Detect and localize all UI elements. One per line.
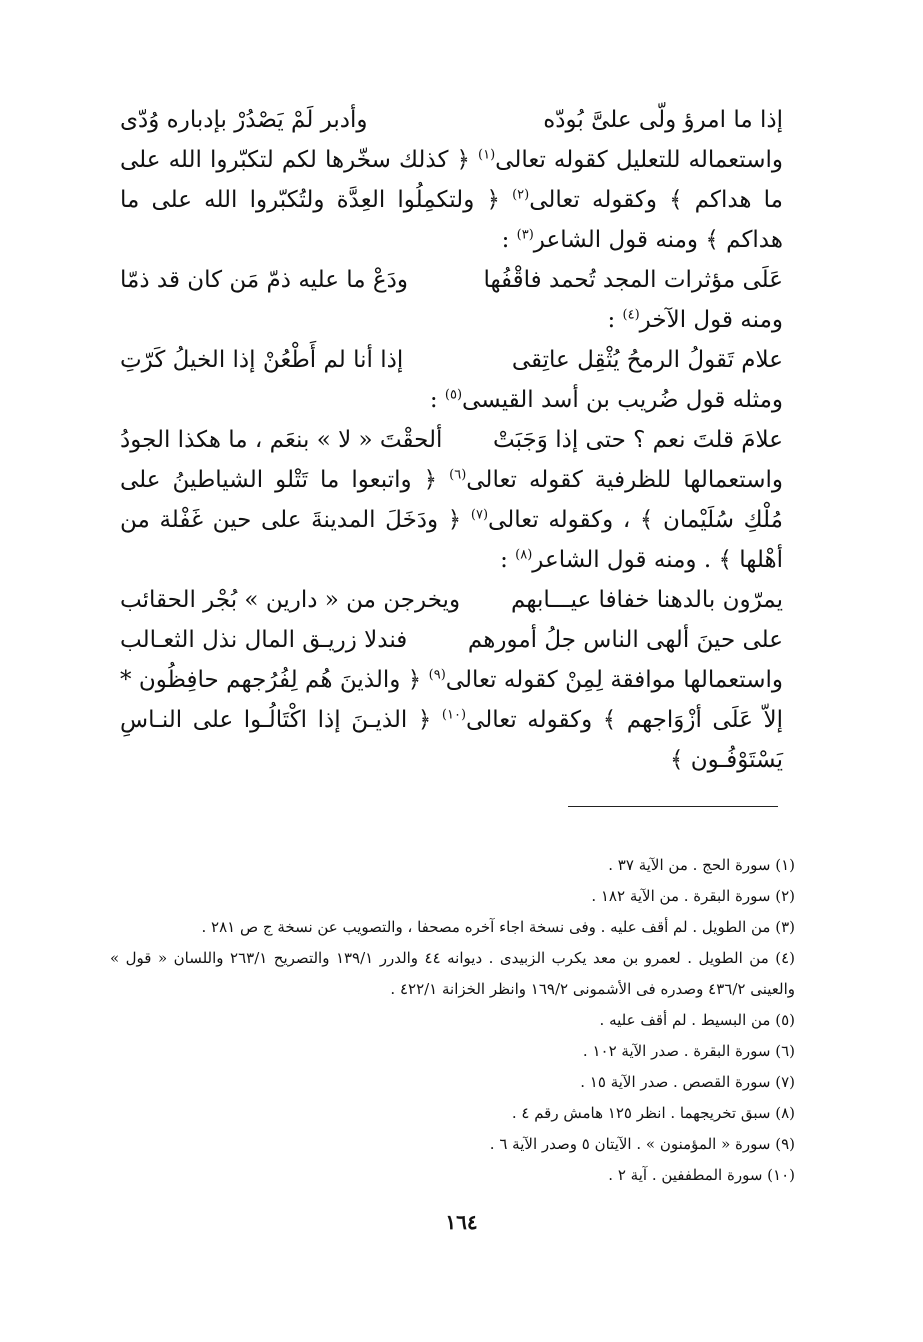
verse-second-hemistich: فندلا زريـق المال نذل الثعـالب xyxy=(120,627,408,653)
footnote: (٨) سبق تخريجهما . انظر ١٢٥ هامش رقم ٤ . xyxy=(511,1104,795,1122)
footnote-ref: (٥) xyxy=(444,387,463,403)
footnote-ref: (٨) xyxy=(515,547,533,563)
footnote: (١٠) سورة المطففين . آية ٢ . xyxy=(608,1166,795,1184)
footnote-separator xyxy=(568,806,778,807)
verse-first-hemistich: علام تَقولُ الرمحُ يُثْقِل عاتِقى xyxy=(511,347,783,373)
body-paragraph: واستعماله للتعليل كقوله تعالى$^{(١)}$ ﴿ كذلك سخّرها لكم لتكبّروا الله على ما هداكم ﴾ وكقوله تعالى$^{(٢)}$ ﴿ ولتكمِلُوا العِدَّة ولتُكبّروا الله على ما هداكم ﴾ ومنه قول الشاعر$^{(٣)}$ : xyxy=(120,147,783,253)
footnote: (٣) من الطويل . لم أقف عليه . وفى نسخة اجاء آخره مصحفا ، والتصويب عن نسخة ج ص ٢٨١ . xyxy=(201,918,795,936)
footnote: (٦) سورة البقرة . صدر الآية ١٠٢ . xyxy=(582,1042,795,1060)
main-text xyxy=(120,100,783,780)
footnote-ref: (٩) xyxy=(428,667,446,683)
body-paragraph: واستعمالها موافقة لِمِنْ كقوله تعالى$^{(٩)}$ ﴿ والذينَ هُم لِفُرُجهم حافِظُون * إلاّ عَلَى أزْوَاجهم ﴾ وكقوله تعالى$^{(١٠)}$ ﴿ الذيـنَ إذا اكْتَالُـوا على النـاسِ يَسْتَوْفُـون ﴾ xyxy=(120,667,783,773)
body-paragraph: واستعمالها للظرفية كقوله تعالى$^{(٦)}$ ﴿ واتبعوا ما تَتْلو الشياطينُ على مُلْكِ سُلَيْمان ﴾ ، وكقوله تعالى$^{(٧)}$ ﴿ ودَخَلَ المدينةَ على حين غَفْلة من أهْلها ﴾ . ومنه قول الشاعر$^{(٨)}$ : xyxy=(120,467,783,573)
verse-line xyxy=(120,420,783,460)
verse-first-hemistich: إذا ما امرؤ ولّى علىَّ بُودّه xyxy=(543,107,783,133)
footnote-ref: (١) xyxy=(478,147,496,163)
footnote-ref: (٧) xyxy=(470,507,489,523)
body-paragraph: ومنه قول الآخر$^{(٤)}$ : xyxy=(607,307,783,333)
footnote-ref: (٢) xyxy=(512,187,530,203)
footnote: (٢) سورة البقرة . من الآية ١٨٢ . xyxy=(591,887,795,905)
body-paragraph: ومثله قول ضُريب بن أسد القيسى$^{(٥)}$ : xyxy=(429,387,783,413)
verse-line xyxy=(120,260,783,300)
verse-first-hemistich: على حينَ ألهى الناس جلُ أمورهم xyxy=(467,627,783,653)
footnotes xyxy=(110,850,795,1191)
page-number: ١٦٤ xyxy=(445,1210,478,1234)
footnote-ref: (١٠) xyxy=(441,707,467,723)
footnote: (١) سورة الحج . من الآية ٣٧ . xyxy=(608,856,795,874)
verse-second-hemistich: ويخرجن من « دارين » بُجْر الحقائب xyxy=(120,587,461,613)
footnote: (٤) من الطويل . لعمرو بن معد يكرب الزبيدى . ديوانه ٤٤ والدرر ١٣٩/١ والتصريح ٢٦٣/١ واللسان « قول » والعينى ٤٣٦/٢ وصدره فى الأشمونى ١٦٩/٢ وانظر الخزانة ٤٢٢/١ . xyxy=(110,949,795,998)
footnote-ref: (٤) xyxy=(622,307,640,323)
verse-first-hemistich: علامَ قلتَ نعم ؟ حتى إذا وَجَبَتْ xyxy=(493,427,783,453)
footnote: (٥) من البسيط . لم أقف عليه . xyxy=(599,1011,795,1029)
verse-line xyxy=(120,100,783,140)
verse-second-hemistich: وأدبر لَمْ يَصْدُرْ بإدباره وُدّى xyxy=(120,107,368,133)
verse-first-hemistich: عَلَى مؤثرات المجد تُحمد فاقْفُها xyxy=(483,267,783,293)
verse-line xyxy=(120,620,783,660)
footnote: (٩) سورة « المؤمنون » . الآيتان ٥ وصدر الآية ٦ . xyxy=(489,1135,795,1153)
footnote-ref: (٦) xyxy=(449,467,467,483)
verse-second-hemistich: إذا أنا لم أَطْعُنْ إذا الخيلُ كَرّتِ xyxy=(120,347,404,373)
verse-first-hemistich: يمرّون بالدهنا خفافا عيـــابهم xyxy=(511,587,783,613)
verse-second-hemistich: ودَعْ ما عليه ذمّ مَن كان قد ذمّا xyxy=(120,267,408,293)
verse-line xyxy=(120,580,783,620)
footnote-ref: (٣) xyxy=(516,227,534,243)
footnote: (٧) سورة القصص . صدر الآية ١٥ . xyxy=(580,1073,795,1091)
verse-second-hemistich: ألحقْتَ « لا » بنعَم ، ما هكذا الجودُ xyxy=(120,427,443,453)
verse-line xyxy=(120,340,783,380)
